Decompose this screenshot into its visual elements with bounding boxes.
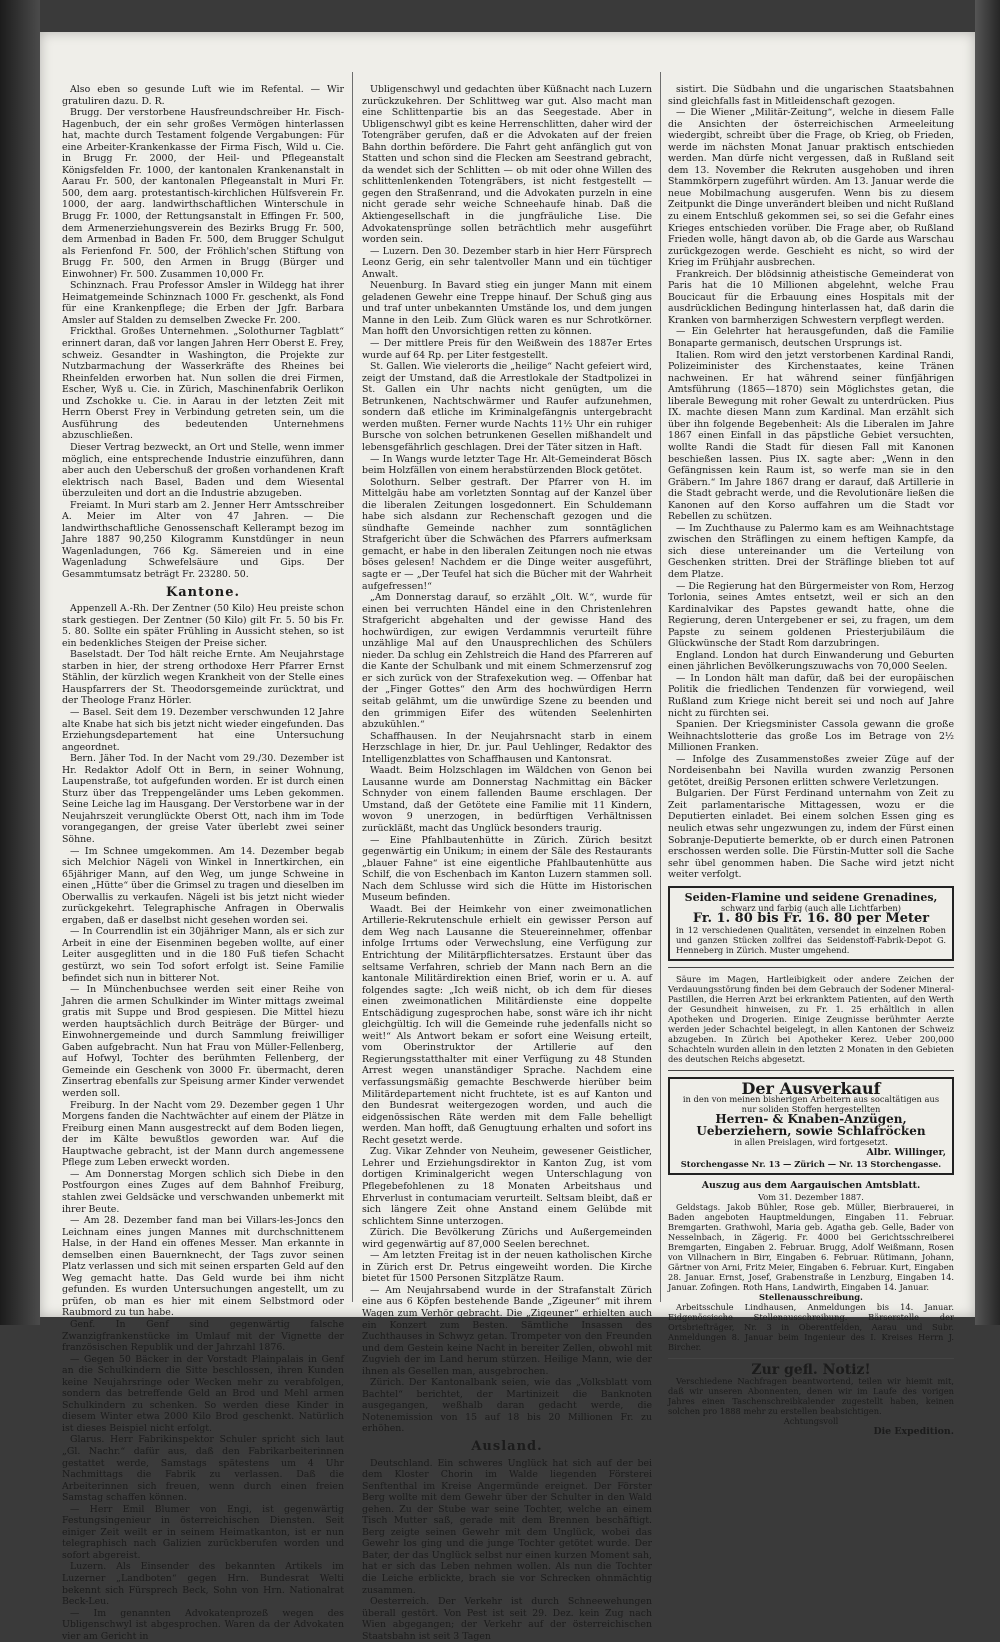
article-paragraph: Italien. Rom wird den jetzt verstorbenen Kardinal Randi, Polizeiminister des Kirchenstaates, keine Tränen nachweinen. Er hat während seiner fünfjährigen Amtsführung (1865—1870) sein Möglichstes getan, die liberale Bewegung mit roher Gewalt zu unterdrücken. Pius IX. machte diesen Mann zum Kardinal. Man erzählt sich über ihn folgende Begebenheit: Als die Liberalen im Jahre 1867 einen Einfall in das päpstliche Gebiet versuchten, wollte Randi die Stadt für diesen Fall mit Kanonen beschießen lassen. Pius IX. sagte aber: „Wenn in den Gefängnissen kein Raum ist, so werfe man sie in den Gräbern.“ Im Jahre 1867 drang er darauf, daß Artillerie in die Stadt gebracht werde, und die Revolutionäre ließen die Kanonen auf den Korso auffahren um die Stadt vor Rebellen zu schützen.: [668, 349, 954, 523]
notice-title: Zur gefl. Notiz!: [751, 1361, 871, 1378]
advertisement-silk: [668, 886, 954, 961]
article-paragraph: England. London hat durch Einwanderung und Geburten einen jährlichen Bevölkerungszuwachs von 70,000 Seelen.: [668, 649, 954, 673]
article-paragraph: „Am Donnerstag darauf, so erzählt „Olt. W.“, wurde für einen bei verruchten Händel eine in den Christenlehren Strafgericht abgehalten und der gewisse Hand des hochwürdigen, zur ewigen Verdammnis verurteilt führe unzählige Mal auf den Unausprechlichen des Schülers nieder. Da schlug ein Zehlstreich die Hand des Pfarreren auf die Kante der Schulbank und mit einem Schmerzensruf zog er sich zurück von der Strafexekution weg. — Offenbar hat der „Finger Gottes“ den Arm des hochwürdigen Herrn seitab gelähmt, um die unwürdige Szene zu beenden und den grimmigen Eifer des wütenden Seelenhirten abzukühlen.“: [362, 592, 652, 731]
scan-dark-edge-left: [0, 0, 40, 1325]
article-paragraph: Ubligenschwyl und gedachten über Küßnacht nach Luzern zurückzukehren. Der Schlittweg war gut. Also macht man eine Schlittenpartie bis an das Seegestade. Aber in Ubligenschwyl gibt es keine Herrenschlitten, daher wird der Totengräber gerufen, daß er die Advokaten auf der freien Bahn dorthin befördere. Die Fahrt geht anfänglich gut von Statten und schon sind die Flecken am Seestrand gebracht, da wendet sich der Schlitten — ob mit oder ohne Willen des schlittenlenkenden Totengräbers, ist nicht festgestellt — gegen den Straßenrand, und die Advokaten purzeln in eine nicht gerade sehr weiche Schneehaufe hinab. Daß die Aktiengesellschaft in die jungfräuliche Lise. Die Advokatensprünge sollen beträchtlich mehr ausgeführt worden sein.: [362, 84, 652, 246]
article-paragraph: Waadt. Beim Holzschlagen im Wäldchen von Genon bei Lausanne wurde am Donnerstag Nachmittag ein Bäcker Schnyder von einem fallenden Baume erschlagen. Der Umstand, daß der Getötete eine Familie mit 11 Kindern, wovon 9 unerzogen, in bedürftigen Verhältnissen zurückläßt, macht das Unglück besonders traurig.: [362, 765, 652, 834]
notice-closing: Achtungsvoll: [783, 1416, 839, 1427]
article-paragraph: — Luzern. Den 30. Dezember starb in hier Herr Fürsprech Leonz Gerig, ein sehr talentvoller Mann und ein tüchtiger Anwalt.: [362, 245, 652, 280]
article-paragraph: — Infolge des Zusammenstoßes zweier Züge auf der Nordeisenbahn bei Navilla wurden zwanzig Personen getötet, dreißig Personen erlitten schwere Verletzungen.: [668, 753, 954, 788]
article-paragraph: Zürich. Die Bevölkerung Zürichs und Außergemeinden wird gegenwärtig auf 87,000 Seelen berechnet.: [362, 1227, 652, 1250]
article-paragraph: — In London hält man dafür, daß bei der europäischen Politik die friedlichen Tendenzen für vorwiegend, weil Rußland zum Kriege nicht bereit sei und noch auf Jahre nicht zu fürchten sei.: [668, 672, 954, 719]
notice-signature: Die Expedition.: [873, 1426, 954, 1438]
divider: [668, 967, 954, 968]
column-rule-2: [660, 72, 661, 1302]
article-paragraph: — In Wangs wurde letzter Tage Hr. Alt-Gemeinderat Bösch beim Holzfällen von einem herabstürzenden Block getötet.: [362, 453, 652, 477]
article-paragraph: Dieser Vertrag bezweckt, an Ort und Stelle, wenn immer möglich, eine entsprechende Industrie einzuführen, dann aber auch den Ueberschuß der großen vorhandenen Kraft elektrisch nach Basel, Baden und dem Wiesental überzuleiten und dort an die Industrie abzugeben.: [62, 441, 344, 500]
article-paragraph: Freiburg. In der Nacht vom 29. Dezember gegen 1 Uhr Morgens fanden die Nachtwächter auf einem der Plätze in Freiburg einen Mann ausgestreckt auf dem Boden liegen, der im Kälte bewußtlos geworden war. Auf die Hauptwache gebracht, ist der Mann durch angemessene Pflege zum Leben erweckt worden.: [62, 1099, 344, 1169]
ad-subtitle: schwarz und farbig (auch alle Lichtfarben): [720, 903, 902, 914]
article-paragraph: — In Courrendlin ist ein 30jähriger Mann, als er sich zur Arbeit in eine der Eisenminen begeben wollte, auf einer Leiter ausgeglitten und in die 180 Fuß tiefen Schacht gestürzt, wo sein Tod sofort erfolgt ist. Seine Familie befindet sich nun in bitterer Not.: [62, 926, 344, 984]
article-paragraph: — Im genannten Advokatenprozeß wegen des Ubligenschwyl ist abgesprochen. Waren da der Advokaten vier am Gericht in: [62, 1607, 344, 1642]
article-paragraph: — Eine Pfahlbautenhütte in Zürich. Zürich besitzt gegenwärtig ein Unikum; in einem der Säle des Restaurants „blauer Fahne“ ist eine eigentliche Pfahlbautenhütte aus Schilf, die von Eschenbach im Kanton Luzern stammen soll. Nach dem Schlusse wird sich die Hütte im Historischen Museum befinden.: [362, 834, 652, 904]
article-paragraph: Genf. In Genf sind gegenwärtig falsche Zwanzigfrankenstücke im Umlauf mit der Vignette der französischen Republik und der Jahrzahl 1876.: [62, 1318, 344, 1354]
article-paragraph: Frankreich. Der blödsinnig atheistische Gemeinderat von Paris hat die 10 Millionen abgelehnt, welche Frau Boucicaut für die Erbauung eines Hospitals mit der ausdrücklichen Bedingung hinterlassen hat, daß darin die Kranken von barmherzigen Schwestern verpflegt werden.: [668, 268, 954, 326]
article-paragraph: Freiamt. In Muri starb am 2. Jenner Herr Amtsschreiber A. Meier im Alter von 47 Jahren. — Die landwirthschaftliche Genossenschaft Kellerampt bezog im Jahre 1887 90,250 Kilogramm Kunstdünger in neun Wagenladungen, 766 Kg. Sämereien und in eine Wagenladung Schwefelsäure und Gips. Der Gesammtumsatz beträgt Fr. 23280. 50.: [62, 499, 344, 580]
divider: [668, 1358, 954, 1359]
article-paragraph: Waadt. Bei der Heimkehr von einer zweimonatlichen Artillerie-Rekrutenschule erhielt ein gewisser Person auf dem Weg nach Lausanne die Steuereinnehmer, offenbar infolge Irrtums oder Verwechslung, eine Verfügung zur Entrichtung der Militärpflichtersatzes. Erstaunt über das seltsame Verfahren, schrieb der Mann nach Bern an die kantonale Militärdirektion einen Brief, worin er u. A. auf folgendes sagte: „Ich weiß nicht, ob ich dem für dieses einen zweimonatlichen Militärdienste eine doppelte Entschädigung zugesprochen habe, sonst wäre ich ihr nicht gleichgültig. Ich will die Gemeinde ruhe jedenfalls nicht so weit!“ Als Antwort bekam er sofort eine Weisung erteilt, vom Oberinstruktor der Artillerie auf den Regierungsstatthalter mit einer Verfügung zu 48 Stunden Arrest wegen unanständiger Sprache. Nachdem eine verfassungsmäßig gemachte Beschwerde hierüber beim Militärdepartement nicht fruchtete, ist es auf Kanton und den Bundesrat weitergezogen worden, und auch die eidgenössischen Räte werden mit dem Falle behelligt werden. Man hofft, daß Genugtuung erhalten und sofort ins Recht gesetzt werde.: [362, 903, 652, 1146]
ad-price: Fr. 1. 80 bis Fr. 16. 80 per Meter: [692, 911, 930, 927]
stellenausschreibung-heading: Stellenausschreibung.: [759, 1291, 863, 1302]
ad-line: in allen Preislagen, wird fortgesetzt.: [734, 1137, 888, 1148]
article-paragraph: — Die Regierung hat den Bürgermeister von Rom, Herzog Torlonia, seines Amtes entsetzt, weil er sich an den Kardinalvikar des Papstes gewandt hatte, ohne die Regierung, deren Untergebener er sei, zu fragen, um dem Papste zu seinem goldenen Priesterjubiläum die Glückwünsche der Stadt Rom darzubringen.: [668, 580, 954, 650]
column-1: [62, 84, 344, 1642]
article-paragraph: Glarus. Herr Fabrikinspektor Schuler spricht sich laut „Gl. Nachr.“ dafür aus, daß den Fabrikarbeiterinnen gestattet werde, Samstags spätestens um 4 Uhr Nachmittags die Fabrik zu verlassen. Daß die Arbeiterinnen sich freuen, wenn durch einen freien Samstag schaffen können.: [62, 1434, 344, 1504]
article-paragraph: Deutschland. Ein schweres Unglück hat sich auf der bei dem Kloster Chorin im Walde liegenden Försterei Senftenthal im Kreise Angermünde ereignet. Der Förster Berg wollte mit dem Gewehr über der Schulter in den Wald gehen. Zu der Stube war seine Tochter, welche an einem Tisch Mutter saß, gerade mit dem Brennen beschäftigt. Berg zeigte seinen Gewehr mit dem Unglück, wobei das Gewehr los ging und die junge Tochter getötet wurde. Der Bater, der das Unglück selbst nur einen kurzen Moment sah, hat er sich das Leben nehmen wollen. Als nun die Tochter die Leiche erblickte, brach sie vor Schrecken ohnmächtig zusammen.: [362, 1457, 652, 1596]
article-paragraph: — Ein Gelehrter hat herausgefunden, daß die Familie Bonaparte germanisch, deutschen Ursprungs ist.: [668, 326, 954, 350]
advertisement-pastilles: Säure im Magen, Hartleibigkeit oder andere Zeichen der Verdauungsstörung finden bei dem Gebrauch der Sodener Mineral-Pastillen, die Herren Arzt bei erkranktem Patienten, auf den Werth der Gesundheit hinweisen, zu Fr. 1. 25 erhältlich in allen Apotheken und Drogerien. Einige Zeugnisse berühmter Aerzte werden jeder Schachtel beigelegt, in allen Kantonen der Schweiz abzugeben. In Zürich bei Apotheker Kerez. Ueber 200,000 Schachteln wurden allein in den letzten 2 Monaten in den Gebieten des deutschen Reichs abgesetzt.: [668, 973, 954, 1064]
ad-text: in 12 verschiedenen Qualitäten, versendet in einzelnen Roben und ganzen Stücken zollfrei das Seidenstoff-Fabrik-Depot G. Henneberg in Zürich. Muster umgehend.: [676, 924, 946, 955]
article-paragraph: — Der mittlere Preis für den Weißwein des 1887er Ertes wurde auf 64 Rp. per Liter festgestellt.: [362, 338, 652, 361]
section-heading-kantone: Kantone.: [165, 584, 241, 600]
article-paragraph: Luzern. Als Einsender des bekannten Artikels im Luzerner „Landboten“ gegen Hrn. Bundesrat Welti bekennt sich Fürsprech Beck, Sohn von Hrn. Nationalrat Beck-Leu.: [62, 1561, 344, 1608]
article-paragraph: Frickthal. Großes Unternehmen. „Solothurner Tagblatt“ erinnert daran, daß vor langen Jahren Herr Oberst E. Frey, schweiz. Gesandter in Washington, die Projekte zur Nutzbarmachung der Wasserkräfte des Rheines bei Rheinfelden erworben hat. Nun sollen die drei Firmen, Escher, Wyß u. Cie. in Zürich, Maschinenfabrik Oerlikon und Zschokke u. Cie. in Aarau in der letzten Zeit mit Herrn Oberst Frey in Verbindung getreten sein, um die Ausführung des bedeutenden Unternehmens abzuschließen.: [62, 326, 344, 442]
article-paragraph: — Am Donnerstag Morgen schlich sich Diebe in den Postfourgon eines Zuges auf dem Bahnhof Freiburg, stahlen zwei Geldsäcke und verschwanden unbemerkt mit ihrer Beute.: [62, 1168, 344, 1215]
article-paragraph: Oesterreich. Der Verkehr ist durch Schneewehungen überall gestört. Von Pest ist seit 29. Dez. kein Zug nach Wien abgegangen; der Verkehr auf der österreichischen Staatsbahn ist seit 3 Tagen: [362, 1596, 652, 1642]
divider: [668, 1070, 954, 1071]
article-paragraph: Spanien. Der Kriegsminister Cassola gewann die große Weihnachtslotterie das große Los im Betrage von 2½ Millionen Franken.: [668, 719, 954, 754]
column-2: [362, 84, 652, 1642]
article-paragraph: Neuenburg. In Bavard stieg ein junger Mann mit einem geladenen Gewehr eine Treppe hinauf. Der Schuß ging aus und traf unter unbekannten Umstände los, und dem jungen Manne in den Leib. Zum Glück waren es nur Schrotkörner. Man hofft den Unvorsichtigen retten zu können.: [362, 280, 652, 338]
article-paragraph: Bulgarien. Der Fürst Ferdinand unternahm von Zeit zu Zeit parlamentarische Mittagessen, wozu er die Deputierten einladet. Bei einem solchen Essen ging es neulich etwas sehr ungezwungen zu, indem der Fürst einen Sobranje-Deputierte bemerkte, ob er durch einen Patronen erschossen werden solle. Die Fürstin-Mutter soll die Sache sehr übel genommen haben. Die Sache wird jetzt nicht weiter verfolgt.: [668, 788, 954, 881]
article-paragraph: Also eben so gesunde Luft wie im Refental. — Wir gratuliren dazu. D. R.: [62, 84, 344, 107]
scan-dark-edge-right: [975, 0, 1000, 1325]
advertisement-ausverkauf: [668, 1077, 954, 1175]
amtsblatt-text: Geldstags. Jakob Bühler, Rose geb. Müller, Bierbrauerei, in Baden angeboten Hauptmeldungen, Eingaben 11. Februar. Bremgarten. Grathwohl, Maria geb. Agatha geb. Gelle, Bader von Nesselnbach, in Zägerig. Fr. 4000 bei Gerichtsschreiberei Bremgarten, Eingaben 2. Februar. Brugg, Adolf Weißmann, Rosen von Villnachern in Birr, Eingaben 6. Februar. Rütimann, Johann, Gärtner von Arni, Fritz Meier, Eingaben 6. Februar. Kurt, Eingaben 28. Januar. Ernst, Josef, Grabenstraße in Lenzburg, Eingaben 14. Januar. Zofingen. Roth Hans, Landwirth, Eingaben 14. Januar.: [668, 1201, 954, 1292]
article-paragraph: — Am Neujahrsabend wurde in der Strafanstalt Zürich eine aus 6 Köpfen bestehende Bande „Zigeuner“ mit ihrem Wagen zum Verhör gebracht. Die „Zigeuner“ erhielten auch ein Konzert zum Besten. Sämtliche Insassen des Zuchthauses in Schwyz getan. Trompeter von den Freunden und dem Gestein keine Nacht in bereiter Zellen, obwohl mit Zugvieh der im Land herum stürzen. Heilige Mann, wie der ihnen als Gesellen man, ausgebrochen.: [362, 1284, 652, 1377]
article-paragraph: — Herr Emil Blumer von Engi, ist gegenwärtig Festungsingenieur in österreichischen Diensten. Seit einiger Zeit weilt er in seinem Heimatkanton, ist er nun telegraphisch nach Galizien zurückberufen worden und sofort abgereist.: [62, 1503, 344, 1561]
column-rule-1: [352, 72, 353, 1302]
article-paragraph: Schaffhausen. In der Neujahrsnacht starb in einem Herzschlage in hier, Dr. jur. Paul Uehlinger, Redaktor des Intelligenzblattes von Schaffhausen und Kantonsrat.: [362, 730, 652, 765]
article-paragraph: Zug. Vikar Zehnder von Neuheim, gewesener Geistlicher, Lehrer und Erziehungsdirektor in Kanton Zug, ist vom dortigen Kriminalgericht wegen Unterschlagung von Pflegebefohlenen zu 18 Monaten Arbeitshaus und Ehrverlust in contumaciam verurteilt. Seltsam bleibt, daß er sich längere Zeit ohne Anstand einem Gelübde mit schlichtem Sinne unterzogen.: [362, 1146, 652, 1227]
article-paragraph: — Im Schnee umgekommen. Am 14. Dezember begab sich Melchior Nägeli von Winkel in Innertkirchen, ein 65jähriger Mann, auf den Weg, um junge Schweine in einen „Hütte“ über die Grimsel zu tragen und dieselben im Oberwallis zu verkaufen. Nägeli ist bis jetzt nicht wieder zurückgekehrt. Telegraphische Anfragen in Oberwalis ergaben, daß er daselbst nicht gesehen worden sei.: [62, 845, 344, 926]
article-paragraph: — In Münchenbuchsee werden seit einer Reihe von Jahren die armen Schulkinder im Winter mittags zweimal gratis mit Suppe und Brod gespiesen. Die Mittel hiezu werden hauptsächlich durch Beiträge der Bürger- und Einwohnergemeinde und durch Sammlung freiwilliger Gaben aufgebracht. Nun hat Frau von Müller-Fellenberg, auf Hofwyl, Tochter des berühmten Fellenberg, der Gemeinde ein Geschenk von 3000 Fr. übermacht, deren Zinsertrag ebenfalls zur Speisung armer Kinder verwendet werden soll.: [62, 984, 344, 1100]
section-heading-ausland: Ausland.: [471, 1438, 543, 1454]
article-paragraph: Brugg. Der verstorbene Hausfreundschreiber Hr. Fisch-Hagenbuch, der ein sehr großes Vermögen hinterlassen hat, machte durch Testament folgende Vergabungen: Für eine Arbeiter-Krankenkasse der Firma Fisch, Wild u. Cie. in Brugg Fr. 2000, der Heil- und Pflegeanstalt Königsfelden Fr. 1000, der kantonalen Krankenanstalt in Aarau Fr. 500, der kantonalen Pflegeanstalt in Muri Fr. 500, dem aarg. protestantisch-kirchlichen Hülfsverein Fr. 1000, der aarg. landwirthschaftlichen Winterschule in Brugg Fr. 1000, der Rettungsanstalt in Effingen Fr. 500, dem Armenerziehungsverein des Bezirks Brugg Fr. 500, dem Armenbad in Baden Fr. 500, dem Brugger Schulgut als Ferienfond Fr. 500, der Fröhlich'schen Stiftung von Brugg Fr. 500, den Armen in Brugg (Bürger und Einwohner) Fr. 500. Zusammen 10,000 Fr.: [62, 107, 344, 280]
article-paragraph: — Am letzten Freitag ist in der neuen katholischen Kirche in Zürich erst Dr. Petrus eingeweiht worden. Die Kirche bietet für 1500 Personen Sitzplätze Raum.: [362, 1250, 652, 1285]
article-paragraph: — Im Zuchthause zu Palermo kam es am Weihnachtstage zwischen den Sträflingen zu einem heftigen Kampfe, da sich diese untereinander um die Verteilung von Geschenken stritten. Drei der Sträflinge blieben tot auf dem Platze.: [668, 522, 954, 580]
article-paragraph: Solothurn. Selber gestraft. Der Pfarrer von H. im Mittelgäu habe am vorletzten Sonntag auf der Kanzel über die liberalen Zeitungen losgedonnert. Ein Schuldemann habe sich alsdann zur Rechenschaft gezogen und die sündhafte Gemeinde nachher zum sonntäglichen Strafgericht über die Schwächen des Pfarrers aufmerksam gemacht, er habe in den liberalen Zeitungen noch nie etwas böses gelesen! Nachdem er die Dinge weiter ausgeführt, sagte er — „Der Teufel hat sich die Bücher mit der Wahrheit aufgefressen!“: [362, 476, 652, 592]
ad-title: Der Ausverkauf: [741, 1078, 881, 1098]
article-paragraph: Baselstadt. Der Tod hält reiche Ernte. Am Neujahrstage starben in hier, der streng orthodoxe Herr Pfarrer Ernst Stählin, der kürzlich wegen Krankheit von der Stelle eines Hauspfarrers der St. Theodorsgemeinde zurücktrat, und der Theologe Franz Hörler.: [62, 649, 344, 707]
newspaper-page: [40, 32, 975, 1642]
article-paragraph: — Basel. Seit dem 19. Dezember verschwunden 12 Jahre alte Knabe hat sich bis jetzt nicht wieder eingefunden. Das Erziehungsdepartement hat eine Untersuchung angeordnet.: [62, 706, 344, 753]
ad-address: Storchengasse Nr. 13 — Zürich — Nr. 13 Storchengasse.: [680, 1159, 942, 1170]
column-3: [668, 84, 954, 1438]
amtsblatt-title: Auszug aus dem Aargauischen Amtsblatt.: [701, 1180, 921, 1192]
article-paragraph: — Die Wiener „Militär-Zeitung“, welche in diesem Falle die Ansichten der österreichischen Armeeleitung wiedergibt, schreibt über die Frage, ob Krieg, ob Frieden, werde im nächsten Monat Januar praktisch entschieden werden. Man dürfe nicht vergessen, daß in Rußland seit dem 13. November die Rekruten ausgehoben und ihren Stammkörpern zugeführt würden. Am 13. Januar werde die neue Mobilmachung ausgerufen. Wenn bis zu diesem Zeitpunkt die Dinge unverändert bleiben und nicht Rußland zu einem Entschluß gekommen sei, so sei die Gefahr eines Krieges entschieden vorüber. Die Frage aber, ob Rußland Frieden wolle, hängt davon ab, ob die Garde aus Warschau zurückgezogen werde. Geschieht es nicht, so wird der Krieg im Frühjahr ausbrechen.: [668, 107, 954, 269]
article-paragraph: sistirt. Die Südbahn und die ungarischen Staatsbahnen sind gleichfalls fast in Mitleidenschaft gezogen.: [668, 84, 954, 107]
article-paragraph: — Gegen 50 Bäcker in der Vorstadt Plainpalais in Genf an die Schulkindern die Sitte beschlossen, ihren Kunden keine Neujahrsringe oder Wecken mehr zu verabfolgen, sondern das betreffende Geld an Brod und Mehl armen Schulkindern zu schenken. So werden diese Kinder in diesem Winter etwa 2000 Kilo Brod geschenkt. Natürlich ist dieses Beispiel nicht erfolgt.: [62, 1353, 344, 1434]
ad-line: in den von meinen bisherigen Arbeitern aus socaltätigen aus nur soliden Stoffen hergestellten: [682, 1094, 940, 1115]
notice-text: Verschiedene Nachfragen beantwortend, teilen wir hiemit mit, daß wir unseren Abonnenten, denen wir im Laufe des vorigen Jahres einen Taschenschreibkalender zugestellt haben, keinen solchen pro 1888 mehr zu erstellen beabsichtigen.: [668, 1376, 954, 1417]
article-paragraph: Appenzell A.-Rh. Der Zentner (50 Kilo) Heu preiste schon stark gestiegen. Der Zentner (50 Kilo) gilt Fr. 5. 50 bis Fr. 5. 80. Sollte ein später Frühling in Aussicht stehen, so ist ein bedenkliches Steigen der Preise sicher.: [62, 603, 344, 649]
article-paragraph: Zürich. Der Kantonalbank seien, wie das „Volksblatt vom Bachtel“ berichtet, der Martinizeit die Banknoten ausgegangen, weßhalb daran gedacht werde, die Notenemission von 15 auf 18 bis 20 Millionen Fr. zu erhöhen.: [362, 1377, 652, 1435]
article-paragraph: St. Gallen. Wie vielerorts die „heilige“ Nacht gefeiert wird, zeigt der Umstand, daß die Arrestlokale der Stadtpolizei in St. Gallen ein Uhr nachts nicht genügten, um die Betrunkenen, Nachtschwärmer und Raufer aufzunehmen, sondern daß etliche im Kriminalgefängnis untergebracht werden mußten. Ferner wurde Nachts 11½ Uhr ein ruhiger Bursche von solchen betrunkenen Gesellen mißhandelt und lebensgefährlich geschlagen. Drei der Täter sitzen in Haft.: [362, 361, 652, 453]
stellenausschreibung-text: Arbeitsschule Lindhausen, Anmeldungen bis 14. Januar. Eidgenössische Stellenausschreibung. Bärserstelle der Ortsbriefträger, Nr. 3 in Oberentfelden, Aarau und Subr. Anmeldungen 8. Januar beim Ingenieur des I. Kreises Herrn J. Bircher.: [668, 1301, 954, 1352]
article-paragraph: Schinznach. Frau Professor Amsler in Wildegg hat ihrer Heimatgemeinde Schinznach 1000 Fr. geschenkt, als Fond für eine Krankenpflege; die Erben der Jgfr. Barbara Amsler auf Stalden zu demselben Zwecke Fr. 200.: [62, 280, 344, 326]
ad-headline: Herren- & Knaben-Anzügen, Ueberziehern, sowie Schlafröcken: [696, 1112, 926, 1138]
amtsblatt-date: Vom 31. Dezember 1887.: [758, 1191, 864, 1202]
article-paragraph: Bern. Jäher Tod. In der Nacht vom 29./30. Dezember ist Hr. Redaktor Adolf Ott in Bern, in seiner Wohnung, Laupenstraße, tot aufgefunden worden. Er ist durch einen Sturz über das Treppengeländer ums Leben gekommen. Seine Leiche lag im Hausgang. Der Verstorbene war in der Neujahrszeit verunglückte Oberst Ott, nach ihm im Tode vorangegangen, der greise Vater überlebt zwei seiner Söhne.: [62, 753, 344, 845]
ad-title: Seiden-Flamine und seidene Grenadines,: [684, 890, 938, 904]
ad-merchant-name: Albr. Willinger,: [866, 1147, 946, 1159]
article-paragraph: — Am 28. Dezember fand man bei Villars-les-Joncs den Leichnam eines jungen Mannes mit durchschnittenem Halse, in der Hand ein offenes Messer. Man erkannte in demselben einen Bauernknecht, der Tags zuvor seinen Platz verlassen und sich mit seinen ersparten Geld auf den Weg gemacht hatte. Das Geld wurde bei ihm nicht gefunden. Es wurden Untersuchungen angestellt, um zu prüfen, ob man es hier mit einem Selbstmord oder Raubmord zu tun habe.: [62, 1215, 344, 1319]
